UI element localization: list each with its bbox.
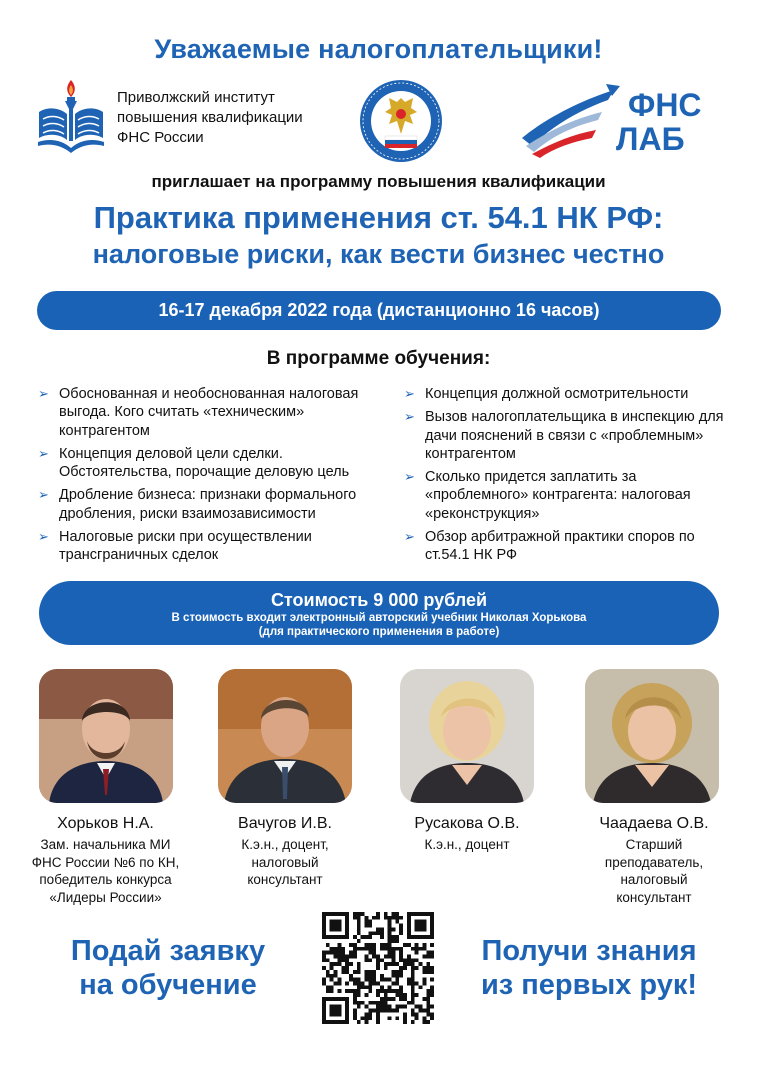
arrow-bullet-icon: ➢ xyxy=(404,469,415,485)
speaker-name: Вачугов И.В. xyxy=(238,815,332,832)
institute-line-2: повышения квалификации xyxy=(117,109,303,126)
speaker-3 xyxy=(385,813,549,854)
speaker-desc: К.э.н., доцент, налоговый консультант xyxy=(241,837,329,887)
speaker-name: Русакова О.В. xyxy=(414,815,520,832)
speaker-photo-4 xyxy=(585,669,719,803)
program-heading: В программе обучения: xyxy=(266,348,491,369)
topics-left-list xyxy=(38,385,388,570)
speaker-desc: Старший преподаватель, налоговый консультант xyxy=(604,837,704,905)
arrow-bullet-icon: ➢ xyxy=(38,529,49,545)
institute-logo-icon xyxy=(36,76,106,156)
list-item: ➢ Вызов налогоплательщика в инспекцию для дачи пояснений в связи с «проблемным» контрагентом xyxy=(404,409,724,462)
topics-right-list xyxy=(404,385,734,570)
knowledge-call-to-action: Получи знания из первых рук! xyxy=(480,935,698,1001)
headline: Уважаемые налогоплательщики! xyxy=(154,34,603,64)
price-main: Стоимость 9 000 рублей xyxy=(270,590,488,610)
list-item: ➢ Налоговые риски при осуществлении трансграничных сделок xyxy=(38,529,312,564)
list-item: ➢ Дробление бизнеса: признаки формального дробления, риски взаимозависимости xyxy=(38,487,357,522)
apply-call-to-action: Подай заявку на обучение xyxy=(70,935,266,1001)
list-item: ➢ Концепция деловой цели сделки. Обстоятельства, порочащие деловую цель xyxy=(38,445,350,481)
institute-line-3: ФНС России xyxy=(117,129,204,146)
institute-line-1: Приволжский институт xyxy=(117,89,275,106)
date-banner xyxy=(37,291,721,330)
speaker-name: Чаадаева О.В. xyxy=(599,815,709,832)
fns-lab-line-1: ФНС xyxy=(628,87,702,123)
speaker-desc: К.э.н., доцент xyxy=(424,837,510,852)
speaker-4 xyxy=(575,813,733,906)
date-text: 16-17 декабря 2022 года (дистанционно 16 часов) xyxy=(158,300,600,320)
fns-lab-logo-icon xyxy=(516,80,726,158)
arrow-bullet-icon: ➢ xyxy=(38,386,49,401)
speaker-photo-1 xyxy=(39,669,173,803)
list-item: ➢ Концепция должной осмотрительности xyxy=(404,386,689,402)
price-note-2: (для практического применения в работе) xyxy=(258,626,500,638)
speaker-name: Хорьков Н.А. xyxy=(57,815,154,832)
fns-lab-line-2: ЛАБ xyxy=(616,121,685,157)
program-title: Практика применения ст. 54.1 НК РФ: xyxy=(93,200,664,235)
price-note-1: В стоимость входит электронный авторский учебник Николая Хорькова xyxy=(171,612,587,624)
fns-emblem-icon xyxy=(358,78,444,164)
list-item: ➢ Сколько придется заплатить за «проблемного» контрагента: налоговая «реконструкция» xyxy=(404,469,691,522)
list-item: ➢ Обзор арбитражной практики споров по ст.54.1 НК РФ xyxy=(404,529,695,564)
arrow-bullet-icon: ➢ xyxy=(404,409,415,425)
program-subtitle: налоговые риски, как вести бизнес честно xyxy=(92,239,665,269)
speaker-photo-2 xyxy=(218,669,352,803)
speaker-photo-3 xyxy=(400,669,534,803)
price-banner xyxy=(39,581,719,645)
arrow-bullet-icon: ➢ xyxy=(404,386,415,401)
speaker-2 xyxy=(200,813,370,889)
arrow-bullet-icon: ➢ xyxy=(404,529,415,545)
list-item: ➢ Обоснованная и необоснованная налоговая выгода. Кого считать «техническим» контрагентом xyxy=(38,386,359,439)
arrow-bullet-icon: ➢ xyxy=(38,445,49,461)
institute-name xyxy=(117,88,303,148)
speaker-1 xyxy=(0,813,211,906)
qr-code-icon[interactable] xyxy=(322,912,434,1024)
arrow-bullet-icon: ➢ xyxy=(38,487,49,503)
speaker-desc: Зам. начальника МИ ФНС России №6 по КН, победитель конкурса «Лидеры России» xyxy=(31,837,180,905)
invite-text: приглашает на программу повышения квалификации xyxy=(151,172,606,191)
